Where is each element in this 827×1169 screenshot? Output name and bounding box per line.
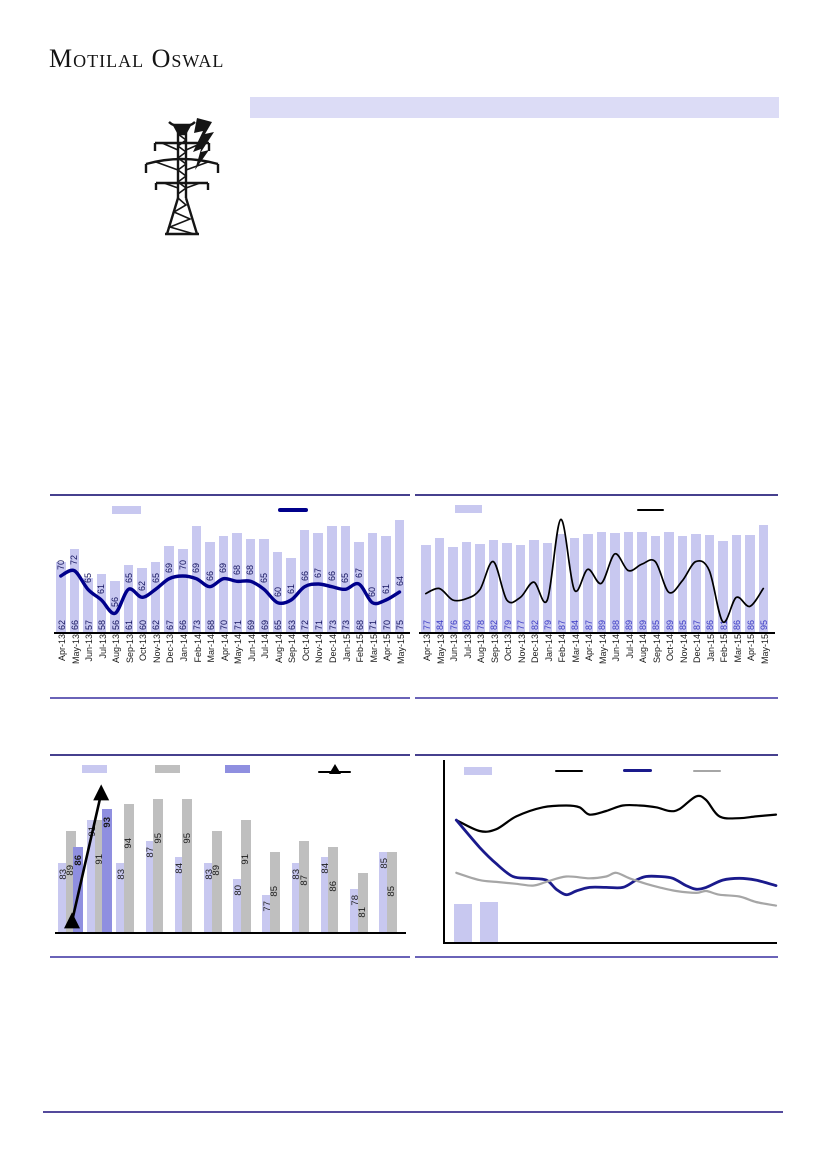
month-label: Dec-13 xyxy=(530,634,540,664)
bar-value-label: 60 xyxy=(137,619,148,630)
bar-value-label: 62 xyxy=(151,619,162,630)
bar-value-label: 80 xyxy=(462,619,472,630)
month-label: Apr-13 xyxy=(422,634,432,662)
line-value-label: 62 xyxy=(137,581,148,592)
line-value-label: 65 xyxy=(340,573,351,584)
month-label: Aug-14 xyxy=(638,634,648,664)
bar-value-label: 91 xyxy=(240,854,252,865)
brand-logo: Motilal Oswal xyxy=(49,44,225,73)
chart-top-right-bar-line xyxy=(415,494,778,700)
bar-value-label: 72 xyxy=(300,619,311,630)
data-line xyxy=(72,793,101,921)
bar-value-label: 86 xyxy=(745,619,756,630)
month-label: Apr-14 xyxy=(219,634,230,662)
month-label: Apr-15 xyxy=(746,634,756,662)
line-value-label: 60 xyxy=(367,586,378,597)
bar-value-label: 66 xyxy=(70,619,81,630)
line-layer xyxy=(50,496,410,702)
line-value-label: 65 xyxy=(123,573,134,584)
bar-value-label: 95 xyxy=(152,832,164,844)
bar-value-label: 70 xyxy=(219,619,230,630)
line-value-label: 70 xyxy=(177,559,188,570)
month-label: Apr-14 xyxy=(584,634,594,662)
bar-value-label: 77 xyxy=(261,900,273,912)
line-value-label: 64 xyxy=(394,575,405,586)
bar-value-label: 80 xyxy=(232,884,244,896)
bar-value-label: 76 xyxy=(448,619,459,630)
triangle-marker xyxy=(64,912,80,928)
month-label: Apr-15 xyxy=(382,634,393,662)
bar-value-label: 84 xyxy=(570,619,580,630)
bar-value-label: 66 xyxy=(178,619,189,630)
month-label: Mar-14 xyxy=(206,634,217,663)
line-value-label: 69 xyxy=(191,562,202,573)
bar-value-label: 82 xyxy=(489,619,499,630)
line-value-label: 61 xyxy=(96,583,107,594)
bar-value-label: 68 xyxy=(354,619,365,630)
bar-value-label: 85 xyxy=(269,886,281,897)
bar-value-label: 87 xyxy=(556,619,567,630)
line-layer xyxy=(415,756,778,960)
bar-value-label: 77 xyxy=(421,619,432,630)
month-label: Jul-14 xyxy=(624,634,635,659)
bar-value-label: 89 xyxy=(65,864,76,876)
bar-value-label: 56 xyxy=(110,619,121,630)
bar-value-label: 86 xyxy=(327,880,339,892)
line-value-label: 70 xyxy=(55,559,66,570)
month-label: May-14 xyxy=(233,634,244,665)
line-value-label: 56 xyxy=(109,597,120,608)
triangle-marker xyxy=(93,784,109,800)
line-value-label: 66 xyxy=(326,570,337,581)
bar-value-label: 69 xyxy=(259,619,270,630)
month-label: Oct-14 xyxy=(665,634,675,662)
bar-value-label: 95 xyxy=(759,619,769,630)
month-label: Oct-14 xyxy=(300,634,311,662)
month-label: Nov-13 xyxy=(516,634,527,664)
month-label: Sep-13 xyxy=(124,634,135,664)
month-label: Aug-14 xyxy=(273,634,284,664)
bar-value-label: 71 xyxy=(313,619,324,630)
month-label: May-15 xyxy=(395,634,406,665)
line-value-label: 60 xyxy=(272,586,283,597)
month-label: May-14 xyxy=(597,634,608,665)
bar-value-label: 62 xyxy=(56,619,67,630)
month-label: Feb-15 xyxy=(719,634,729,663)
bar-value-label: 85 xyxy=(386,886,398,897)
transmission-tower-graphic xyxy=(138,116,228,240)
bar-value-label: 73 xyxy=(341,619,352,630)
month-label: Jul-13 xyxy=(462,634,473,659)
line-value-label: 67 xyxy=(353,567,364,578)
black-line xyxy=(456,796,776,832)
month-label: Jun-14 xyxy=(611,634,621,662)
month-label: Jan-14 xyxy=(178,634,189,662)
bar-value-label: 86 xyxy=(732,619,742,630)
month-label: Mar-14 xyxy=(570,634,581,663)
bar-value-label: 78 xyxy=(475,619,486,630)
bar-value-label: 78 xyxy=(349,895,361,906)
chart-top-left-bar-line xyxy=(50,494,410,700)
bar-value-label: 85 xyxy=(651,619,661,630)
bar-value-label: 68 xyxy=(205,619,216,630)
bar-value-label: 57 xyxy=(83,619,94,630)
bar-value-label: 65 xyxy=(273,619,284,630)
bar-value-label: 91 xyxy=(86,826,98,837)
month-label: Sep-14 xyxy=(287,634,298,664)
bar-value-label: 83 xyxy=(203,868,215,880)
month-label: Jun-13 xyxy=(449,634,459,662)
transmission-tower-icon xyxy=(138,116,228,240)
month-label: Jul-13 xyxy=(97,634,108,659)
month-label: Jun-14 xyxy=(246,634,257,662)
month-label: Nov-14 xyxy=(314,634,325,664)
bar-value-label: 84 xyxy=(320,863,332,874)
bar-value-label: 61 xyxy=(124,619,135,630)
bar-value-label: 70 xyxy=(381,619,392,630)
bar-value-label: 84 xyxy=(174,863,186,874)
month-label: Apr-13 xyxy=(57,634,67,662)
bar-value-label: 77 xyxy=(516,619,526,630)
bar-value-label: 71 xyxy=(232,619,243,630)
month-label: Dec-14 xyxy=(692,634,702,664)
bar-value-label: 94 xyxy=(123,838,135,849)
bar-value-label: 87 xyxy=(145,847,157,858)
line-value-label: 66 xyxy=(204,570,215,581)
bar-value-label: 89 xyxy=(624,619,634,630)
month-label: Feb-14 xyxy=(192,634,203,663)
bar-value-label: 73 xyxy=(192,619,202,630)
month-label: Nov-14 xyxy=(678,634,689,664)
line-value-label: 68 xyxy=(231,565,242,576)
line-value-label: 67 xyxy=(313,567,324,578)
line-value-label: 61 xyxy=(286,583,297,594)
data-line xyxy=(426,519,764,622)
separator-line xyxy=(50,956,410,958)
separator-line xyxy=(50,697,410,699)
line-value-label: 72 xyxy=(69,554,80,565)
month-label: Dec-14 xyxy=(328,634,338,664)
bar-value-label: 89 xyxy=(211,864,222,876)
line-layer xyxy=(415,496,778,702)
month-label: Jan-14 xyxy=(543,634,554,662)
bar-value-label: 86 xyxy=(705,619,715,630)
bar-value-label: 81 xyxy=(357,907,368,918)
bar-value-label: 95 xyxy=(181,832,193,844)
line-layer xyxy=(50,756,410,960)
bar-value-label: 89 xyxy=(637,619,648,630)
bar-value-label: 87 xyxy=(298,875,310,886)
bar-value-label: 83 xyxy=(291,868,303,880)
line-value-label: 65 xyxy=(82,573,93,584)
month-label: Oct-13 xyxy=(503,634,513,662)
month-label: Feb-14 xyxy=(557,634,567,663)
bar-value-label: 85 xyxy=(678,619,688,630)
footer-rule xyxy=(43,1111,783,1113)
bar-value-label: 71 xyxy=(368,619,379,630)
chart-bottom-left-clustered-bar xyxy=(50,754,410,958)
line-value-label: 65 xyxy=(150,573,161,584)
line-value-label: 68 xyxy=(245,565,256,576)
bar-value-label: 63 xyxy=(286,619,297,630)
month-label: Sep-13 xyxy=(489,634,500,664)
month-label: Jan-15 xyxy=(341,634,352,662)
bar-value-label: 69 xyxy=(246,619,257,630)
bar-value-label: 93 xyxy=(101,817,113,828)
month-label: Nov-13 xyxy=(151,634,162,664)
line-value-label: 61 xyxy=(380,583,391,594)
bar-value-label: 84 xyxy=(435,619,445,630)
header-banner xyxy=(250,97,779,118)
bar-value-label: 73 xyxy=(327,619,338,630)
separator-line xyxy=(415,956,778,958)
month-label: Mar-15 xyxy=(368,634,379,663)
bar-value-label: 89 xyxy=(597,619,607,630)
month-label: Jul-14 xyxy=(260,634,271,659)
month-label: May-13 xyxy=(70,634,81,665)
month-label: May-13 xyxy=(435,634,446,665)
line-value-label: 69 xyxy=(218,562,229,573)
bar-value-label: 87 xyxy=(691,619,702,630)
bar-value-label: 83 xyxy=(115,868,127,880)
bar-value-label: 91 xyxy=(94,854,106,865)
bar-value-label: 82 xyxy=(529,619,540,630)
separator-line xyxy=(415,697,778,699)
month-label: Aug-13 xyxy=(476,634,486,664)
bar-value-label: 81 xyxy=(718,619,729,630)
month-label: Sep-14 xyxy=(651,634,662,664)
bar-value-label: 83 xyxy=(57,868,69,880)
line-value-label: 65 xyxy=(259,573,269,584)
bar-value-label: 79 xyxy=(502,619,513,630)
chart-bottom-right-lines xyxy=(415,754,778,958)
month-label: Jun-13 xyxy=(84,634,95,662)
month-label: Aug-13 xyxy=(111,634,122,664)
month-label: Mar-15 xyxy=(732,634,743,663)
bar-value-label: 75 xyxy=(395,619,406,630)
bar-value-label: 86 xyxy=(72,854,84,866)
month-label: Jan-15 xyxy=(705,634,716,662)
month-label: May-15 xyxy=(759,634,770,665)
bar-value-label: 87 xyxy=(583,619,594,630)
month-label: Feb-15 xyxy=(355,634,366,663)
bar-value-label: 67 xyxy=(164,619,175,630)
bar-value-label: 89 xyxy=(664,619,675,630)
bar-value-label: 79 xyxy=(543,619,553,630)
bar-value-label: 58 xyxy=(97,619,108,630)
line-value-label: 69 xyxy=(164,562,175,573)
bar-value-label: 85 xyxy=(378,858,390,869)
line-value-label: 66 xyxy=(299,570,310,581)
month-label: Dec-13 xyxy=(165,634,176,664)
month-label: Oct-13 xyxy=(138,634,149,662)
bar-value-label: 88 xyxy=(610,619,621,630)
